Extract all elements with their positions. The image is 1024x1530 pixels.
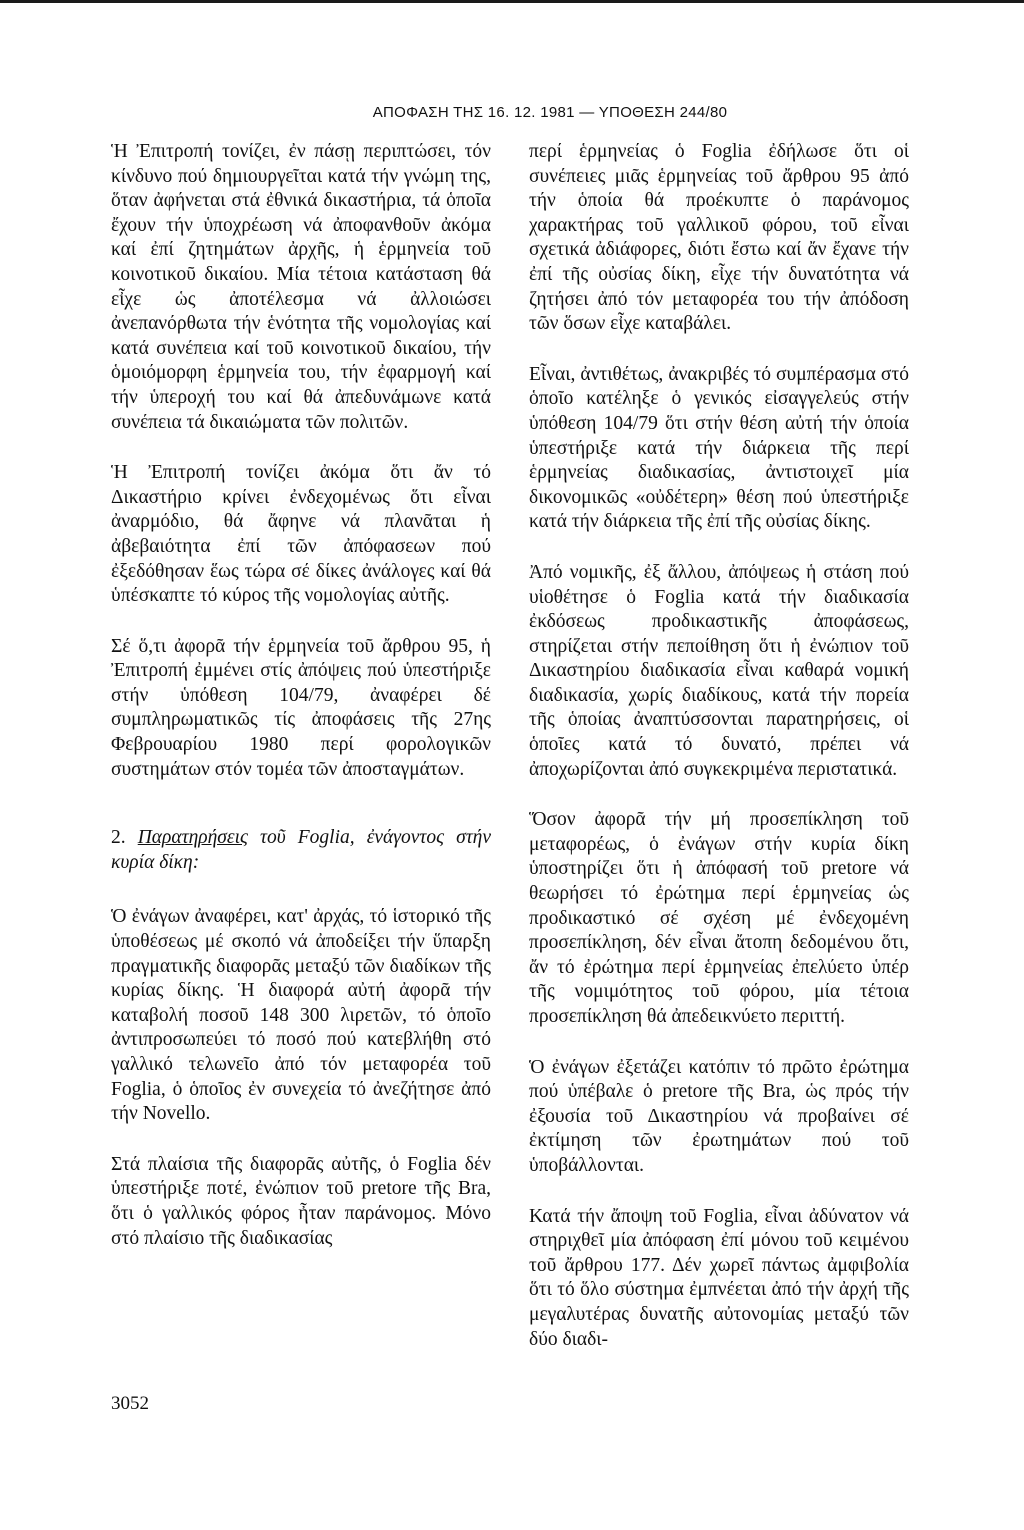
paragraph: Ἡ Ἐπιτροπή τονίζει, ἐν πάσῃ περιπτώσει, τόν κίνδυνο πού δημιουργεῖται κατά τήν γνώμη της, ὅταν ἀφήνεται στά ἐθνικά δικαστήρια, τά ὁποῖα ἔχουν τήν ὑποχρέωση νά ἀποφανθοῦν ἀκόμα καί ἐπί ζητημάτων ἀρχῆς, ἡ ἑρμηνεία τοῦ κοινοτικοῦ δικαίου. Μία τέτοια κατάσταση θά εἶχε ὡς ἀποτέλεσμα νά ἀλλοιώσει ἀνεπανόρθωτα τήν ἑνότητα τῆς νομολογίας καί κατά συνέπεια καί τοῦ κοινοτικοῦ δικαίου, τήν ὁμοιόμορφη ἑρμηνεία του, τήν ἐφαρμογή καί τήν ὑπεροχή του καί θά ἀπεδυνάμωνε κατά συνέπεια τά δικαιώματα τῶν πολιτῶν. bbox=[111, 141, 491, 433]
right-column bbox=[529, 140, 909, 1352]
paragraph: Ἀπό νομικῆς, ἐξ ἄλλου, ἀπόψεως ἡ στάση πού υἱοθέτησε ὁ Foglia κατά τήν διαδικασία ἐκδόσεως προδικαστικῆς ἀποφάσεως, στηρίζεται στήν πεποίθηση ὅτι ἡ ἐνώπιον τοῦ Δικαστηρίου διαδικασία εἶναι καθαρά νομική διαδικασία, χωρίς διαδίκους, κατά τήν πορεία τῆς ὁποίας ἀναπτύσσονται παρατηρήσεις, οἱ ὁποῖες κατά τό δυνατό, πρέπει νά ἀποχωρίζονται ἀπό συγκεκριμένα περιστατικά. bbox=[529, 561, 909, 780]
page-number: 3052 bbox=[111, 1393, 149, 1414]
paragraph: Ὁ ἐνάγων ἐξετάζει κατόπιν τό πρῶτο ἐρώτημα πού ὑπέβαλε ὁ pretore τῆς Bra, ὡς πρός τήν ἐξουσία τοῦ Δικαστηρίου νά προβαίνει σέ ἐκτίμηση τῶν ἐρωτημάτων πού τοῦ ὑποβάλλονται. bbox=[529, 1056, 909, 1176]
paragraph: Ὁ ἐνάγων ἀναφέρει, κατ' ἀρχάς, τό ἱστορικό τῆς ὑποθέσεως μέ σκοπό νά ἀποδείξει τήν ὕπαρξη πραγματικῆς διαφορᾶς μεταξύ τῶν διαδίκων τῆς κυρίας δίκης. Ἡ διαφορά αὐτή ἀφορᾶ τήν καταβολή ποσοῦ 148 300 λιρετῶν, τό ὁποῖο ἀντιπροσωπεύει τό ποσό πού κατεβλήθη στό γαλλικό τελωνεῖο ἀπό τόν μεταφορέα τοῦ Foglia, ὁ ὁποῖος ἐν συνεχεία τό ἀνεζήτησε ἀπό τήν Novello. bbox=[111, 906, 491, 1125]
paragraph: περί ἑρμηνείας ὁ Foglia ἐδήλωσε ὅτι οἱ συνέπειες μιᾶς ἑρμηνείας τοῦ ἄρθρου 95 ἀπό τήν ὁποία θά προέκυπτε ὁ παράνομος χαρακτήρας τοῦ γαλλικοῦ φόρου, τοῦ εἶναι σχετικά ἀδιάφορες, διότι ἔστω καί ἄν ἔχανε τήν ἐπί τῆς οὐσίας δίκη, εἶχε τήν δυνατότητα νά ζητήσει ἀπό τόν μεταφορέα του τήν ἀπόδοση τῶν ὅσων εἶχε καταβάλει. bbox=[529, 141, 909, 335]
paragraph: Κατά τήν ἄποψη τοῦ Foglia, εἶναι ἀδύνατον νά στηριχθεῖ μία ἀπόφαση ἐπί μόνου τοῦ κειμένου τοῦ ἄρθρου 177. Δέν χωρεῖ πάντως ἀμφιβολία ὅτι τό ὅλο σύστημα ἐμπνέεται ἀπό τήν ἀρχή τῆς μεγαλυτέρας δυνατῆς αὐτονομίας μεταξύ τῶν δύο διαδι- bbox=[529, 1205, 909, 1350]
paragraph: Ἡ Ἐπιτροπή τονίζει ἀκόμα ὅτι ἄν τό Δικαστήριο κρίνει ἐνδεχομένως ὅτι εἶναι ἀναρμόδιο, θά ἄφηνε νά πλανᾶται ἡ ἀβεβαιότητα ἐπί τῶν ἀπόφασεων πού ἐξεδόθησαν ἕως τώρα σέ δίκες ἀνάλογες καί θά ὑπέσκαπτε τό κύρος τῆς νομολογίας αὐτῆς. bbox=[111, 462, 491, 607]
running-header: ΑΠΟΦΑΣΗ ΤΗΣ 16. 12. 1981 — ΥΠΟΘΕΣΗ 244/80 bbox=[372, 104, 728, 121]
paragraph: Στά πλαίσια τῆς διαφορᾶς αὐτῆς, ὁ Foglia δέν ὑπεστήριξε ποτέ, ἐνώπιον τοῦ pretore τῆς Bra, ὅτι ὁ γαλλικός φόρος ἦταν παράνομος. Μόνο στό πλαίσιο τῆς διαδικασίας bbox=[111, 1153, 491, 1249]
section-heading-underlined: Παρατηρήσεις bbox=[137, 827, 248, 849]
section-heading-rest: τοῦ Foglia, ἐνάγοντος στήν κυρία δίκη: bbox=[111, 827, 492, 873]
left-column bbox=[111, 140, 491, 1251]
section-number: 2. bbox=[111, 827, 126, 849]
section-heading bbox=[111, 826, 491, 875]
paragraph: Εἶναι, ἀντιθέτως, ἀνακριβές τό συμπέρασμα στό ὁποῖο κατέληξε ὁ γενικός εἰσαγγελεύς στήν ὑπόθεση 104/79 ὅτι στήν θέση αὐτή τήν ὁποία ὑπεστήριξε κατά τήν διάρκεια τῆς περί ἑρμηνείας διαδικασίας, ἀντιστοιχεῖ μία δικονομικῶς «οὐδέτερη» θέση πού ὑπεστήριξε κατά τήν διάρκεια τῆς ἐπί τῆς οὐσίας δίκης. bbox=[529, 363, 909, 533]
scan-border bbox=[0, 0, 1024, 3]
paragraph: Σέ ὅ,τι ἀφορᾶ τήν ἑρμηνεία τοῦ ἄρθρου 95, ἡ Ἐπιτροπή ἐμμένει στίς ἀπόψεις πού ὑπεστήριξε στήν ὑπόθεση 104/79, ἀναφέρει δέ συμπληρωματικῶς τίς ἀποφάσεις τῆς 27ης Φεβρουαρίου 1980 περί φορολογικῶν συστημάτων στόν τομέα τῶν ἀποσταγμάτων. bbox=[111, 635, 491, 780]
paragraph: Ὅσον ἀφορᾶ τήν μή προσεπίκληση τοῦ μεταφορέως, ὁ ἐνάγων στήν κυρία δίκη ὑποστηρίζει ὅτι ἡ ἀπόφασή τοῦ pretore νά θεωρήσει τό ἐρώτημα περί ἑρμηνείας ὡς προδικαστικό σέ σχέση μέ ἐνδεχομένη προσεπίκληση, δέν εἶναι ἄτοπη δεδομένου ὅτι, ἄν τό ἐρώτημα περί ἑρμηνείας ἐπελύετο ὑπέρ τῆς νομιμότητος τοῦ φόρου, μία τέτοια προσεπίκληση θά ἀπεδεικνύετο περιττή. bbox=[529, 809, 909, 1027]
